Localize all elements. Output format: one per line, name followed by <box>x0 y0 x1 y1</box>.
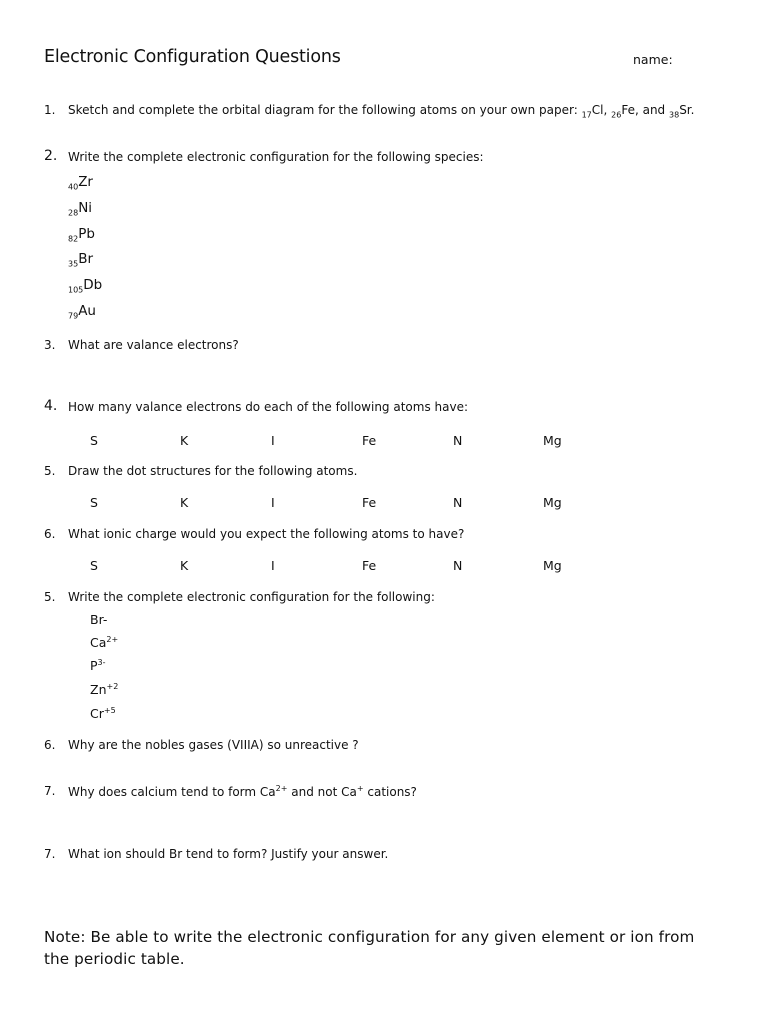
element-symbol: Zr <box>78 174 93 190</box>
ion-charge: 3- <box>97 658 106 667</box>
question-5b-text: Write the complete electronic configuration for the following: <box>68 590 435 604</box>
ion-item <box>90 706 116 721</box>
question-7-text <box>68 784 417 799</box>
ion-symbol: Cr <box>90 706 104 722</box>
footer-note: Note: Be able to write the electronic configuration for any given element or ion from the periodic table. <box>44 928 695 968</box>
question-3-text: What are valance electrons? <box>68 338 239 352</box>
element-label: K <box>180 495 189 510</box>
ion-item <box>90 682 118 697</box>
element-label: K <box>180 433 189 448</box>
page-title: Electronic Configuration Questions <box>44 47 341 67</box>
atomic-number: 82 <box>68 234 79 244</box>
species-item <box>68 200 92 218</box>
atomic-number: 79 <box>68 311 79 321</box>
element-label: Fe <box>362 558 377 573</box>
separator: , and <box>634 103 669 117</box>
ion-item <box>90 658 106 673</box>
element-label: S <box>90 558 98 573</box>
separator: . <box>690 103 695 117</box>
element-label: Mg <box>543 495 562 510</box>
question-4-text: How many valance electrons do each of the following atoms have: <box>68 400 469 414</box>
ion-charge: 2+ <box>106 635 119 644</box>
element-label: I <box>271 433 275 448</box>
ion-symbol: Ca <box>90 635 107 651</box>
ion-item <box>90 612 107 627</box>
element-label: Fe <box>362 433 377 448</box>
element-label: Mg <box>543 433 562 448</box>
species-item <box>68 251 93 269</box>
ion-symbol: Br- <box>90 612 108 628</box>
ion-charge: + <box>356 784 364 793</box>
question-number: 5. <box>44 590 56 604</box>
ion-charge: +5 <box>103 706 116 715</box>
element-symbol: Cl <box>591 103 604 117</box>
atomic-number: 35 <box>68 259 79 269</box>
element-symbol: Fe <box>621 103 635 117</box>
question-number: 4. <box>44 398 58 414</box>
element-symbol: Pb <box>78 226 95 242</box>
question-7-part: and not Ca <box>287 785 357 799</box>
ion-symbol: Zn <box>90 682 107 698</box>
question-number: 7. <box>44 784 56 798</box>
question-5-text: Draw the dot structures for the following atoms. <box>68 464 358 478</box>
element-symbol: Sr <box>679 103 691 117</box>
ion-charge: +2 <box>106 682 119 691</box>
element-label: Mg <box>543 558 562 573</box>
question-1-text <box>68 103 694 119</box>
species-item <box>68 277 102 295</box>
question-7-part: cations? <box>363 785 417 799</box>
atomic-number: 105 <box>68 285 84 295</box>
question-2-text: Write the complete electronic configuration for the following species: <box>68 150 484 164</box>
element-symbol: Br <box>78 251 93 267</box>
separator: , <box>603 103 612 117</box>
question-number: 6. <box>44 527 56 541</box>
question-number: 6. <box>44 738 56 752</box>
element-label: I <box>271 558 275 573</box>
question-number: 3. <box>44 338 56 352</box>
element-symbol: Db <box>83 277 103 293</box>
ion-item <box>90 635 118 650</box>
atomic-number: 28 <box>68 208 79 218</box>
ion-charge: 2+ <box>275 784 288 793</box>
question-number: 7. <box>44 847 56 861</box>
element-label: Fe <box>362 495 377 510</box>
atomic-number: 40 <box>68 182 79 192</box>
element-label: S <box>90 495 98 510</box>
question-7-part: Why does calcium tend to form Ca <box>68 785 276 799</box>
question-number: 5. <box>44 464 56 478</box>
name-label: name: <box>633 52 673 67</box>
ion-symbol: P <box>90 658 98 674</box>
atomic-number: 17 <box>581 110 592 120</box>
question-1-prompt: Sketch and complete the orbital diagram for the following atoms on your own paper: <box>68 103 582 117</box>
element-label: S <box>90 433 98 448</box>
question-6-text: What ionic charge would you expect the following atoms to have? <box>68 527 465 541</box>
element-label: N <box>453 433 463 448</box>
element-label: N <box>453 495 463 510</box>
element-symbol: Au <box>78 303 96 319</box>
species-item <box>68 226 95 244</box>
question-7b-text: What ion should Br tend to form? Justify your answer. <box>68 847 389 861</box>
question-6b-text: Why are the nobles gases (VIIIA) so unreactive ? <box>68 738 359 752</box>
element-label: I <box>271 495 275 510</box>
atomic-number: 38 <box>669 110 680 120</box>
element-label: K <box>180 558 189 573</box>
species-item <box>68 303 96 321</box>
question-number: 1. <box>44 103 56 117</box>
element-label: N <box>453 558 463 573</box>
species-item <box>68 174 93 192</box>
element-symbol: Ni <box>78 200 93 216</box>
atomic-number: 26 <box>611 110 622 120</box>
question-number: 2. <box>44 148 58 164</box>
